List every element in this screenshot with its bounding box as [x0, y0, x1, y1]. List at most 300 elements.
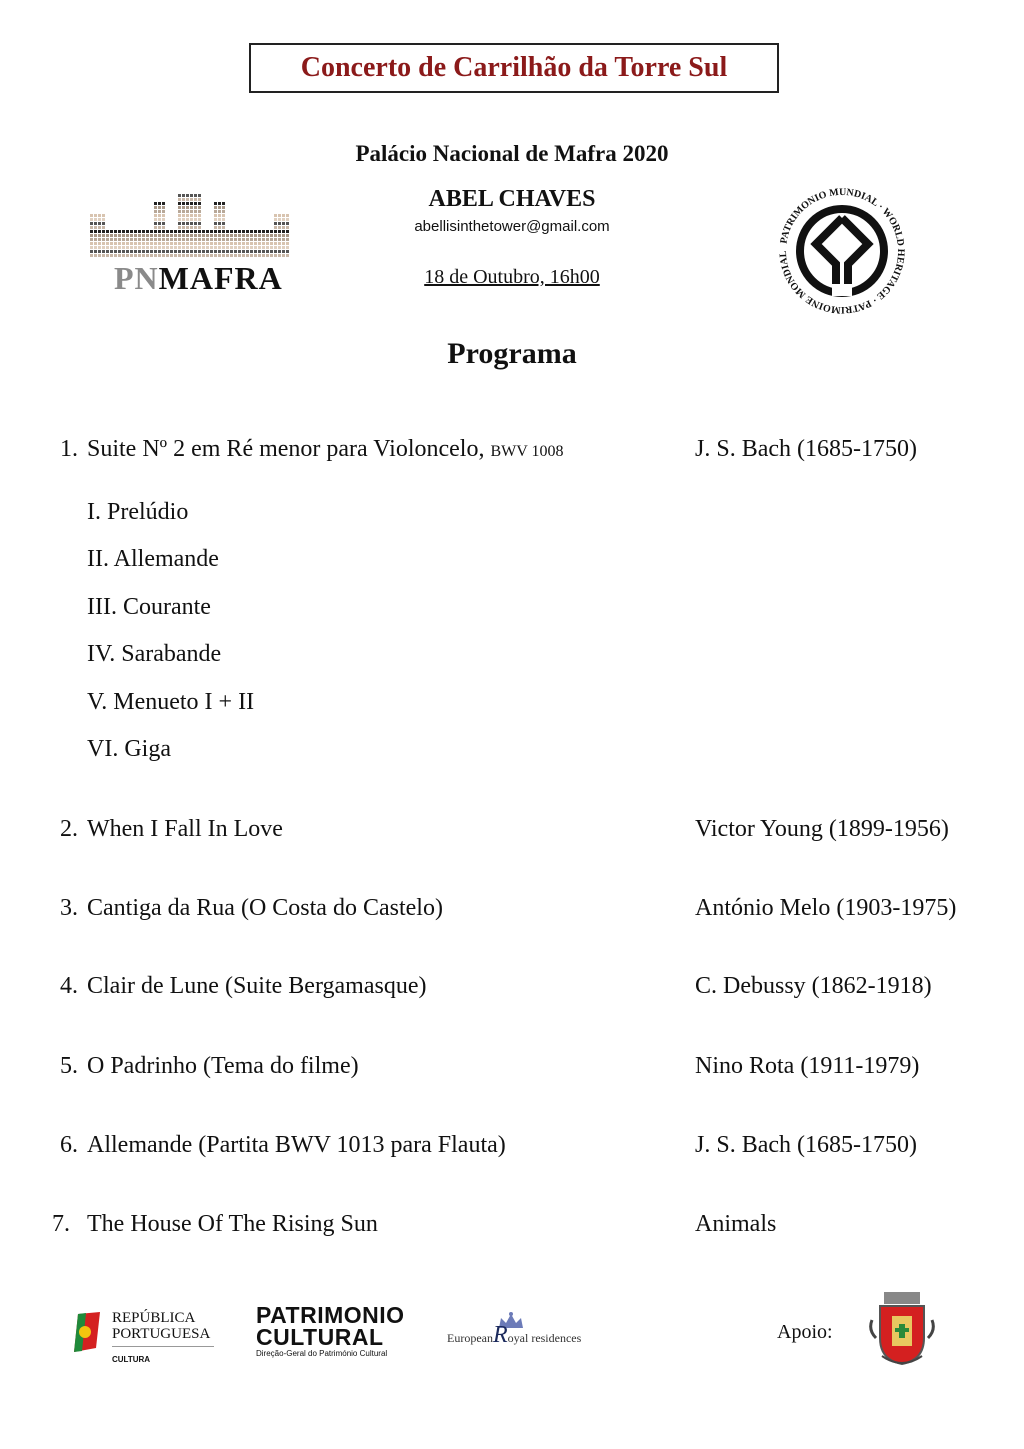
patrimonio-cultural-logo: [256, 1304, 405, 1360]
palace-pixel: [158, 254, 161, 257]
palace-pixel: [162, 246, 165, 249]
palace-pixel: [218, 254, 221, 257]
palace-pixel: [178, 254, 181, 257]
palace-pixel: [122, 246, 125, 249]
palace-pixel: [102, 246, 105, 249]
palace-pixel: [266, 250, 269, 253]
palace-pixel: [214, 246, 217, 249]
palace-pixel: [286, 254, 289, 257]
item-2-title: When I Fall In Love: [87, 816, 283, 842]
palace-pixel: [90, 214, 93, 217]
palace-pixel: [90, 246, 93, 249]
palace-pixel: [250, 250, 253, 253]
palace-pixel: [118, 250, 121, 253]
palace-pixel: [246, 250, 249, 253]
palace-pixel: [94, 250, 97, 253]
palace-pixel: [130, 250, 133, 253]
palace-pixel: [182, 254, 185, 257]
palace-pixel: [122, 238, 125, 241]
palace-pixel: [114, 246, 117, 249]
palace-pixel: [110, 246, 113, 249]
palace-pixel: [174, 246, 177, 249]
palace-pixel: [122, 254, 125, 257]
palace-pixel: [214, 242, 217, 245]
palace-pixel: [230, 254, 233, 257]
royal-r: R: [492, 1322, 508, 1348]
palace-pixel: [90, 242, 93, 245]
palace-pixel: [118, 242, 121, 245]
palace-pixel: [166, 242, 169, 245]
palace-pixel: [274, 238, 277, 241]
palace-pixel: [278, 238, 281, 241]
palace-pixel: [94, 242, 97, 245]
palace-pixel: [122, 250, 125, 253]
title-box: [249, 43, 779, 93]
palace-pixel: [246, 246, 249, 249]
palace-pixel: [286, 250, 289, 253]
republica-line2: PORTUGUESA: [112, 1326, 211, 1342]
palace-pixel: [146, 254, 149, 257]
palace-pixel: [182, 238, 185, 241]
program-heading: Programa: [447, 337, 577, 370]
item-3-composer: António Melo (1903-1975): [695, 895, 957, 921]
palace-pixel: [150, 238, 153, 241]
item-5-composer: Nino Rota (1911-1979): [695, 1053, 920, 1079]
palace-pixel: [218, 238, 221, 241]
palace-pixel: [274, 254, 277, 257]
palace-pixel: [266, 246, 269, 249]
palace-pixel: [174, 250, 177, 253]
palace-pixel: [134, 242, 137, 245]
palace-pixel: [278, 254, 281, 257]
palace-pixel: [202, 246, 205, 249]
palace-pixel: [258, 246, 261, 249]
palace-pixel: [214, 214, 217, 217]
palace-pixel: [94, 246, 97, 249]
item-1-composer: J. S. Bach (1685-1750): [695, 436, 917, 462]
palace-pixel: [114, 242, 117, 245]
palace-pixel: [270, 246, 273, 249]
palace-pixel: [158, 242, 161, 245]
palace-pixel: [182, 250, 185, 253]
palace-pixel: [166, 250, 169, 253]
palace-pixel: [146, 238, 149, 241]
palace-pixel: [154, 238, 157, 241]
artist-email: abellisinthetower@gmail.com: [414, 218, 610, 235]
palace-pixel: [162, 238, 165, 241]
palace-pixel: [146, 250, 149, 253]
palace-pixel: [198, 242, 201, 245]
palace-pixel: [106, 254, 109, 257]
palace-pixel: [114, 238, 117, 241]
palace-pixel: [126, 242, 129, 245]
palace-pixel: [274, 246, 277, 249]
palace-pixel: [274, 250, 277, 253]
palace-pixel: [202, 250, 205, 253]
palace-pixel: [146, 242, 149, 245]
patrimonio-sub: Direção-Geral do Património Cultural: [256, 1349, 388, 1358]
item-4-number: 4.: [60, 973, 78, 999]
palace-pixel: [194, 238, 197, 241]
palace-pixel: [262, 246, 265, 249]
palace-pixel: [186, 254, 189, 257]
palace-pixel: [226, 254, 229, 257]
palace-pixel: [258, 238, 261, 241]
palace-pixel: [166, 254, 169, 257]
royal-pre: European: [447, 1331, 493, 1345]
world-heritage-text: PATRIMONIO MUNDIAL · WORLD HERITAGE · PATRIMOINE MONDIAL: [777, 188, 907, 314]
palace-pixel: [250, 242, 253, 245]
pnmafra-pn: PN: [114, 260, 159, 296]
palace-pixel: [238, 246, 241, 249]
republica-portuguesa-logo: [112, 1310, 214, 1368]
palace-pixel: [178, 238, 181, 241]
palace-pixel: [206, 238, 209, 241]
palace-pixel: [90, 238, 93, 241]
palace-pixel: [138, 246, 141, 249]
palace-pixel: [242, 238, 245, 241]
palace-pixel: [270, 250, 273, 253]
item-5-number: 5.: [60, 1053, 78, 1079]
palace-pixel: [278, 214, 281, 217]
palace-pixel: [170, 242, 173, 245]
item-6-number: 6.: [60, 1132, 78, 1158]
palace-pixel: [194, 242, 197, 245]
palace-pixel: [282, 214, 285, 217]
palace-pixel: [146, 246, 149, 249]
palace-pixel: [170, 254, 173, 257]
palace-pixel: [210, 242, 213, 245]
palace-pixel: [230, 238, 233, 241]
palace-pixel: [242, 254, 245, 257]
palace-pixel: [138, 250, 141, 253]
palace-pixel: [206, 242, 209, 245]
palace-pixel: [118, 246, 121, 249]
patrimonio-line2: CULTURAL: [256, 1324, 384, 1350]
palace-pixel: [150, 242, 153, 245]
item-1-title: [87, 436, 564, 463]
palace-pixel: [218, 246, 221, 249]
palace-pixel: [98, 238, 101, 241]
palace-pixel: [222, 214, 225, 217]
palace-pixel: [238, 254, 241, 257]
palace-pixel: [258, 254, 261, 257]
palace-pixel: [150, 246, 153, 249]
palace-pixel: [134, 250, 137, 253]
palace-pixel: [98, 250, 101, 253]
palace-pixel: [226, 250, 229, 253]
item-2-composer: Victor Young (1899-1956): [695, 816, 949, 842]
palace-pixel: [286, 242, 289, 245]
palace-pixel: [102, 214, 105, 217]
palace-pixel: [254, 250, 257, 253]
palace-pixel: [142, 246, 145, 249]
palace-pixel: [138, 238, 141, 241]
palace-pixel: [278, 246, 281, 249]
world-heritage-emblem: [772, 188, 912, 314]
palace-pixel: [186, 238, 189, 241]
palace-pixel: [242, 250, 245, 253]
palace-pixel: [158, 214, 161, 217]
palace-pixel: [98, 242, 101, 245]
republica-line1: REPÚBLICA: [112, 1310, 196, 1326]
item-1-catalog: BWV 1008: [490, 443, 564, 460]
palace-pixel: [286, 214, 289, 217]
palace-pixel: [102, 242, 105, 245]
palace-pixel: [278, 242, 281, 245]
palace-pixel: [238, 242, 241, 245]
palace-pixel: [214, 254, 217, 257]
palace-pixel: [234, 246, 237, 249]
palace-pixel: [130, 246, 133, 249]
palace-pixel: [202, 238, 205, 241]
palace-pixel: [138, 242, 141, 245]
palace-pixel: [138, 254, 141, 257]
palace-pixel: [106, 242, 109, 245]
palace-pixel: [118, 238, 121, 241]
palace-pixel: [178, 214, 181, 217]
palace-pixel: [154, 246, 157, 249]
palace-pixel: [166, 238, 169, 241]
item-2-number: 2.: [60, 816, 78, 842]
palace-pixel: [90, 250, 93, 253]
palace-pixel: [170, 238, 173, 241]
palace-pixel: [234, 250, 237, 253]
palace-pixel: [238, 250, 241, 253]
palace-pixel: [210, 246, 213, 249]
palace-pixel: [222, 246, 225, 249]
palace-pixel: [274, 214, 277, 217]
movement: V. Menueto I + II: [87, 689, 255, 715]
palace-pixel: [246, 254, 249, 257]
palace-pixel: [266, 238, 269, 241]
palace-pixel: [194, 254, 197, 257]
item-7-composer: Animals: [695, 1211, 777, 1237]
palace-pixel: [222, 250, 225, 253]
palace-pixel: [190, 242, 193, 245]
palace-pixel: [130, 254, 133, 257]
palace-pixel: [274, 242, 277, 245]
item-7-number: 7.: [52, 1211, 70, 1237]
palace-pixel: [234, 238, 237, 241]
palace-pixel: [134, 246, 137, 249]
palace-pixel: [142, 238, 145, 241]
palace-pixel: [130, 242, 133, 245]
palace-pixel: [270, 254, 273, 257]
palace-pixel: [262, 238, 265, 241]
palace-pixel: [218, 250, 221, 253]
palace-pixel: [198, 250, 201, 253]
palace-pixel: [198, 238, 201, 241]
palace-pixel: [142, 242, 145, 245]
palace-pixel: [154, 242, 157, 245]
palace-pixel: [114, 254, 117, 257]
european-royal-residences-logo: [447, 1322, 581, 1349]
item-6-composer: J. S. Bach (1685-1750): [695, 1132, 917, 1158]
palace-pixel: [162, 242, 165, 245]
palace-pixel: [94, 238, 97, 241]
palace-pixel: [158, 250, 161, 253]
palace-pixel: [178, 242, 181, 245]
movement: I. Prelúdio: [87, 499, 189, 525]
movement: IV. Sarabande: [87, 641, 222, 667]
palace-pixel: [278, 250, 281, 253]
palace-pixel: [230, 242, 233, 245]
palace-pixel: [126, 250, 129, 253]
palace-pixel: [162, 250, 165, 253]
palace-pixel: [254, 238, 257, 241]
palace-pixel: [106, 250, 109, 253]
palace-pixel: [162, 254, 165, 257]
palace-pixel: [126, 254, 129, 257]
palace-pixel: [282, 254, 285, 257]
palace-pixel: [262, 242, 265, 245]
palace-pixel: [214, 238, 217, 241]
concert-date: 18 de Outubro, 16h00: [424, 266, 600, 288]
palace-pixel: [282, 250, 285, 253]
palace-pixel: [134, 238, 137, 241]
palace-pixel: [194, 246, 197, 249]
palace-pixel: [126, 246, 129, 249]
palace-pixel: [150, 250, 153, 253]
item-6-title: Allemande (Partita BWV 1013 para Flauta): [87, 1132, 506, 1158]
palace-pixel: [230, 250, 233, 253]
palace-pixel: [246, 242, 249, 245]
palace-pixel: [234, 254, 237, 257]
palace-pixel: [158, 246, 161, 249]
palace-pixel: [242, 242, 245, 245]
palace-pixel: [110, 238, 113, 241]
palace-pixel: [102, 254, 105, 257]
palace-pixel: [210, 254, 213, 257]
palace-pixel: [206, 254, 209, 257]
palace-pixel: [118, 254, 121, 257]
palace-pixel: [170, 250, 173, 253]
palace-pixel: [142, 250, 145, 253]
palace-pixel: [198, 254, 201, 257]
palace-pixel: [222, 254, 225, 257]
palace-pixel: [218, 242, 221, 245]
apoio-label: Apoio:: [777, 1321, 833, 1343]
palace-pixel: [250, 238, 253, 241]
palace-pixel: [182, 242, 185, 245]
palace-pixel: [266, 254, 269, 257]
palace-pixel: [254, 254, 257, 257]
item-5-title: O Padrinho (Tema do filme): [87, 1053, 359, 1079]
palace-pixel: [150, 254, 153, 257]
palace-pixel: [126, 238, 129, 241]
palace-pixel: [206, 246, 209, 249]
palace-pixel: [282, 238, 285, 241]
palace-pixel: [106, 238, 109, 241]
palace-pixel: [222, 238, 225, 241]
palace-pixel: [134, 254, 137, 257]
movement: VI. Giga: [87, 736, 171, 762]
palace-pixel: [250, 254, 253, 257]
palace-pixel: [258, 242, 261, 245]
palace-pixel: [214, 250, 217, 253]
palace-pixel: [170, 246, 173, 249]
royal-post: oyal residences: [507, 1331, 582, 1345]
palace-pixel: [218, 214, 221, 217]
palace-pixel: [110, 242, 113, 245]
pnmafra-mafra: MAFRA: [158, 260, 283, 296]
palace-pixel: [258, 250, 261, 253]
palace-pixel: [234, 242, 237, 245]
palace-pixel: [210, 238, 213, 241]
palace-pixel: [102, 238, 105, 241]
palace-pixel: [186, 214, 189, 217]
movement: II. Allemande: [87, 546, 219, 572]
palace-pixel: [174, 238, 177, 241]
palace-pixel: [194, 214, 197, 217]
palace-pixel: [286, 246, 289, 249]
item-1-title-text: Suite Nº 2 em Ré menor para Violoncelo,: [87, 436, 485, 462]
item-3-number: 3.: [60, 895, 78, 921]
palace-pixel: [178, 250, 181, 253]
palace-pixel: [186, 250, 189, 253]
palace-pixel: [270, 242, 273, 245]
palace-pixel: [94, 254, 97, 257]
palace-pixel: [102, 250, 105, 253]
palace-pixel: [114, 250, 117, 253]
palace-pixel: [186, 242, 189, 245]
palace-pixel: [262, 254, 265, 257]
palace-pixel: [98, 254, 101, 257]
item-1-number: 1.: [60, 436, 78, 462]
palace-pixel: [242, 246, 245, 249]
palace-pixel: [110, 250, 113, 253]
portugal-flag-icon: [72, 1310, 102, 1354]
palace-pixel: [246, 238, 249, 241]
palace-pixel: [142, 254, 145, 257]
palace-pixel: [162, 214, 165, 217]
palace-pixel: [174, 242, 177, 245]
palace-pixel: [226, 246, 229, 249]
palace-pixel: [238, 238, 241, 241]
palace-pixel: [194, 250, 197, 253]
palace-pixel: [154, 254, 157, 257]
item-4-composer: C. Debussy (1862-1918): [695, 973, 932, 999]
palace-pixel: [210, 250, 213, 253]
palace-pixel: [90, 254, 93, 257]
palace-pixel: [270, 238, 273, 241]
movement: III. Courante: [87, 594, 211, 620]
palace-pixel: [174, 254, 177, 257]
palace-pixel: [262, 250, 265, 253]
palace-pixel: [98, 214, 101, 217]
palace-pixel: [254, 242, 257, 245]
palace-pixel: [166, 246, 169, 249]
item-3-title: Cantiga da Rua (O Costa do Castelo): [87, 895, 443, 921]
palace-pixel: [190, 238, 193, 241]
palace-pixel: [190, 254, 193, 257]
artist-name: ABEL CHAVES: [428, 186, 596, 212]
palace-pixel: [282, 242, 285, 245]
palace-pixel: [222, 242, 225, 245]
palace-pixel: [182, 214, 185, 217]
palace-pixel: [186, 246, 189, 249]
palace-pixel: [226, 238, 229, 241]
palace-pixel: [226, 242, 229, 245]
palace-pixel: [286, 238, 289, 241]
palace-pixel: [250, 246, 253, 249]
item-4-title: Clair de Lune (Suite Bergamasque): [87, 973, 427, 999]
palace-pixel: [190, 246, 193, 249]
palace-pixel: [190, 214, 193, 217]
palace-pixel: [130, 238, 133, 241]
palace-pixel: [198, 214, 201, 217]
